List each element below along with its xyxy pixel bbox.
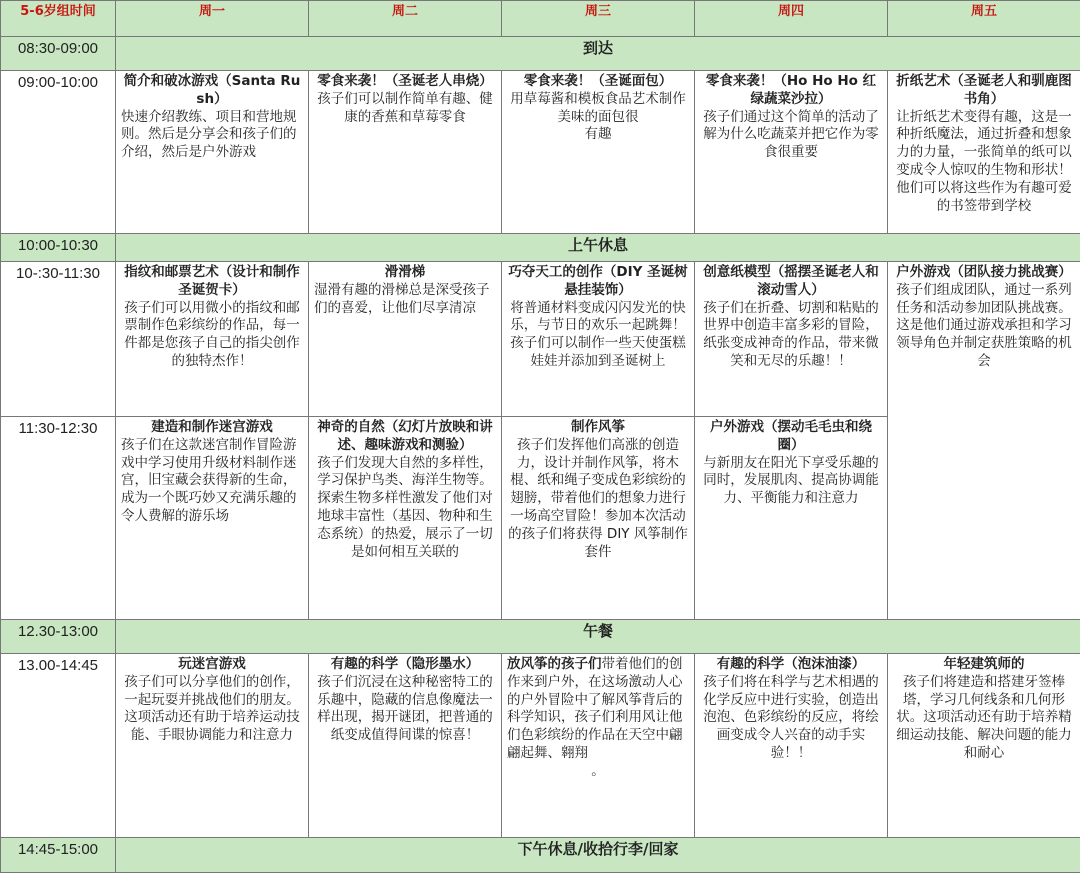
activity-cell-thu	[695, 654, 888, 838]
header-day-mon: 周一	[116, 1, 309, 37]
activity-cell-thu	[695, 71, 888, 234]
band-arrive: 到达	[116, 37, 1080, 71]
activity-cell-fri	[888, 71, 1080, 234]
activity-desc: 用草莓酱和模板食品艺术制作美味的面包很	[507, 91, 689, 127]
activity-cell-tue	[309, 71, 502, 234]
header-day-thu: 周四	[695, 1, 888, 37]
activity-desc: 孩子们发现大自然的多样性，学习保护鸟类、海洋生物等。探索生物多样性激发了他们对地球丰富性（基因、物种和生态系统）的热爱，展示了一切是如何相互关联的	[314, 455, 496, 562]
activity-desc-cont: 。	[507, 763, 689, 781]
activity-title: 指纹和邮票艺术（设计和制作圣诞贺卡）	[121, 264, 303, 300]
header-day-wed: 周三	[502, 1, 695, 37]
activity-title: 零食来袭！（圣诞老人串烧）	[314, 73, 496, 91]
activity-desc: 让折纸艺术变得有趣，这是一种折纸魔法，通过折叠和想象力的力量，一张简单的纸可以变成令人惊叹的生物和形状！他们可以将这些作为有趣可爱的书签带到学校	[893, 109, 1075, 216]
slot-row-2	[1, 262, 1080, 417]
activity-desc: 孩子们将在科学与艺术相遇的化学反应中进行实验，创造出泡泡、色彩缤纷的反应，将绘画变成令人兴奋的动手实验！！	[700, 674, 882, 763]
activity-desc-text: 带着他们的创作来到户外，在这场激动人心的户外冒险中了解风筝背后的科学知识，孩子们利用风让他们色彩缤纷的作品在天空中翩翩起舞、翱翔	[507, 656, 683, 761]
activity-title: 零食来袭！（Ho Ho Ho 红绿蔬菜沙拉）	[700, 73, 882, 109]
activity-title: 创意纸模型（摇摆圣诞老人和滚动雪人）	[700, 264, 882, 300]
band-row-end	[1, 838, 1080, 873]
activity-title: 放风筝的孩子们	[507, 656, 602, 672]
time-label: 12.30-13:00	[1, 620, 116, 654]
activity-desc: 孩子们可以分享他们的创作，一起玩耍并挑战他们的朋友。这项活动还有助于培养运动技能、手眼协调能力和注意力	[121, 674, 303, 745]
activity-desc: 孩子们沉浸在这种秘密特工的乐趣中，隐藏的信息像魔法一样出现，揭开谜团，把普通的纸变成值得间谍的惊喜！	[314, 674, 496, 745]
activity-desc: 孩子们通过这个简单的活动了解为什么吃蔬菜并把它作为零食很重要	[700, 109, 882, 162]
activity-desc: 快速介绍教练、项目和营地规则。然后是分享会和孩子们的介绍，然后是户外游戏	[121, 109, 303, 162]
activity-desc	[507, 656, 689, 763]
activity-desc: 孩子们可以制作简单有趣、健康的香蕉和草莓零食	[314, 91, 496, 127]
activity-title: 巧夺天工的创作（DIY 圣诞树悬挂装饰）	[507, 264, 689, 300]
header-corner: 5-6岁组时间	[1, 1, 116, 37]
activity-desc: 与新朋友在阳光下享受乐趣的同时，发展肌肉、提高协调能力、平衡能力和注意力	[700, 455, 882, 508]
activity-cell-mon	[116, 654, 309, 838]
band-end: 下午休息/收拾行李/回家	[116, 838, 1080, 873]
band-row-arrive	[1, 37, 1080, 71]
activity-desc: 孩子们在折叠、切割和粘贴的世界中创造丰富多彩的冒险，纸张变成神奇的作品，带来微笑和无尽的乐趣！！	[700, 300, 882, 371]
slot-row-1	[1, 71, 1080, 234]
activity-cell-wed	[502, 262, 695, 417]
activity-title: 有趣的科学（隐形墨水）	[314, 656, 496, 674]
activity-title: 滑滑梯	[314, 264, 496, 282]
activity-desc: 孩子们将建造和搭建牙签棒塔，学习几何线条和几何形状。这项活动还有助于培养精细运动技能、解决问题的能力和耐心	[893, 674, 1075, 763]
activity-cell-wed	[502, 417, 695, 620]
time-label: 09:00-10:00	[1, 71, 116, 234]
activity-desc: 孩子们可以用微小的指纹和邮票制作色彩缤纷的作品，每一件都是您孩子自己的指尖创作的独特杰作！	[121, 300, 303, 371]
header-day-fri: 周五	[888, 1, 1080, 37]
time-label: 14:45-15:00	[1, 838, 116, 873]
activity-title: 简介和破冰游戏（Santa Rush）	[121, 73, 303, 109]
header-row	[1, 1, 1080, 37]
activity-title: 有趣的科学（泡沫油漆）	[700, 656, 882, 674]
slot-row-4	[1, 654, 1080, 838]
header-day-tue: 周二	[309, 1, 502, 37]
activity-cell-thu	[695, 417, 888, 620]
activity-desc: 将普通材料变成闪闪发光的快乐，与节日的欢乐一起跳舞！孩子们可以制作一些天使蛋糕娃娃并添加到圣诞树上	[507, 300, 689, 371]
activity-cell-tue	[309, 417, 502, 620]
activity-title: 户外游戏（团队接力挑战赛）	[893, 264, 1075, 282]
activity-desc: 孩子们组成团队，通过一系列任务和活动参加团队挑战赛。这是他们通过游戏承担和学习领导角色并制定获胜策略的机会	[893, 282, 1075, 371]
time-label: 11:30-12:30	[1, 417, 116, 620]
band-break: 上午休息	[116, 234, 1080, 262]
activity-cell-fri	[888, 654, 1080, 838]
activity-title: 制作风筝	[507, 419, 689, 437]
activity-desc: 孩子们发挥他们高涨的创造力，设计并制作风筝，将木棍、纸和绳子变成色彩缤纷的翅膀，带着他们的想象力进行一场高空冒险！参加本次活动的孩子们将获得 DIY 风筝制作套件	[507, 437, 689, 562]
activity-cell-wed	[502, 654, 695, 838]
band-row-lunch	[1, 620, 1080, 654]
activity-title: 神奇的自然（幻灯片放映和讲述、趣味游戏和测验）	[314, 419, 496, 455]
activity-cell-thu	[695, 262, 888, 417]
time-label: 10:00-10:30	[1, 234, 116, 262]
activity-title: 折纸艺术（圣诞老人和驯鹿图书角）	[893, 73, 1075, 109]
activity-cell-tue	[309, 262, 502, 417]
activity-cell-mon	[116, 262, 309, 417]
activity-cell-mon	[116, 417, 309, 620]
activity-title: 建造和制作迷宫游戏	[121, 419, 303, 437]
activity-title: 户外游戏（摆动毛毛虫和绕圈）	[700, 419, 882, 455]
activity-desc: 湿滑有趣的滑梯总是深受孩子们的喜爱，让他们尽享清凉	[314, 282, 496, 318]
activity-desc: 孩子们在这款迷宫制作冒险游戏中学习使用升级材料制作迷宫，旧宝藏会获得新的生命，成为一个既巧妙又充满乐趣的令人费解的游乐场	[121, 437, 303, 526]
band-lunch: 午餐	[116, 620, 1080, 654]
activity-cell-mon	[116, 71, 309, 234]
time-label: 10-:30-11:30	[1, 262, 116, 417]
activity-cell-wed	[502, 71, 695, 234]
activity-desc-cont: 有趣	[507, 126, 689, 144]
activity-title: 玩迷宫游戏	[121, 656, 303, 674]
activity-title: 年轻建筑师的	[893, 656, 1075, 674]
time-label: 13.00-14:45	[1, 654, 116, 838]
activity-cell-fri-merged	[888, 262, 1080, 620]
activity-title: 零食来袭！（圣诞面包）	[507, 73, 689, 91]
activity-cell-tue	[309, 654, 502, 838]
time-label: 08:30-09:00	[1, 37, 116, 71]
band-row-break	[1, 234, 1080, 262]
